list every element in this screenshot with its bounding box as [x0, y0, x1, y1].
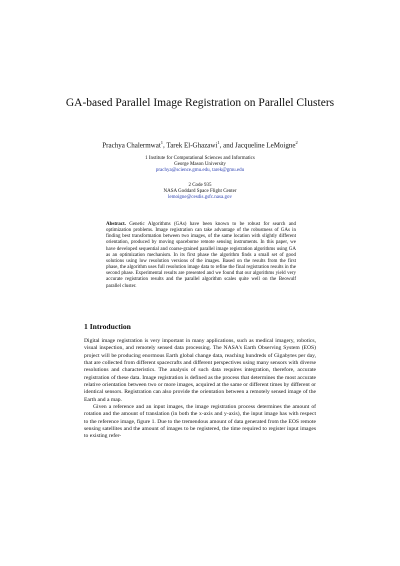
- author-name: Jacqueline LeMoigne: [235, 141, 296, 150]
- affiliation-2: [60, 183, 340, 202]
- body-paragraph: Given a reference and an input images, the image registration process determines the amount of rotation and the amount of translation (in both the x-axis and y-axis), the input image has with respect to the reference image, figure 1. Due to the tremendous amount of data generated from the EOS remote sensing satellites and the amount of images to be registered, the time required to register input images to existing refer-: [84, 404, 316, 440]
- affiliation-email-link[interactable]: prachya@science.gmu.edu, tarek@gmu.edu: [155, 168, 245, 174]
- author-name: Prachya Chalermwat: [102, 141, 161, 150]
- author-affiliation-mark: 1: [160, 140, 164, 145]
- author-name: Tarek El-Ghazawi: [166, 141, 218, 150]
- affiliation-1: [60, 156, 340, 175]
- author-affiliation-mark: 2: [295, 140, 298, 145]
- affiliation-line: NASA Goddard Space Flight Center: [163, 189, 237, 195]
- section-heading-introduction: 1 Introduction: [84, 322, 131, 331]
- author-line: [40, 138, 360, 150]
- introduction-body: [84, 338, 316, 441]
- author-affiliation-mark: 1: [217, 140, 220, 145]
- affiliation-line: 1 Institute for Computational Sciences and Informatics: [145, 156, 255, 161]
- abstract: [106, 222, 296, 290]
- abstract-text: Genetic Algorithms (GAs) have been known to be robust for search and optimization problems. Image registration can take advantage of the robustness of GAs in finding best transformation between two images, of the same location with slightly different orientation, produced by moving spaceborne remote sensing instruments. In this paper, we have developed sequential and coarse-grained parallel image registration algorithms using GA as an optimization mechanism. In its first phase the algorithm finds a small set of good solutions using low resolution versions of the images. Based on the results from the first phase, the algorithm uses full resolution image data to refine the final registration results in the second phase. Experimental results are presented and we found that our algorithms yield very accurate registration results and the parallel algorithm scales quite well on the Beowulf parallel cluster.: [106, 222, 297, 289]
- author-separator: ,: [163, 141, 167, 150]
- paper-title: GA-based Parallel Image Registration on Parallel Clusters: [65, 97, 335, 109]
- affiliation-email-link[interactable]: lemoigne@cesdis.gsfc.nasa.gov: [168, 195, 232, 201]
- body-paragraph: Digital image registration is very important in many applications, such as medical imagery, robotics, visual inspection, and remotely sensed data processing. The NASA's Earth Observing System (EOS) project will be producing enormous Earth global change data, reaching hundreds of Gigabytes per day, that are collected from different spacecrafts and different perspectives using many sensors with diverse resolutions and characteristics. The analysis of such data requires integration, therefore, accurate registration of these data. Image registration is defined as the process that determines the most accurate relative orientation between two or more images, acquired at the same or different times by different or identical sensors. Registration can also provide the orientation between a remotely sensed image of the Earth and a map.: [84, 338, 316, 403]
- affiliation-line: George Mason University: [174, 162, 226, 168]
- abstract-label: Abstract.: [106, 222, 126, 227]
- author-separator: , and: [219, 141, 236, 150]
- affiliation-line: 2 Code 935: [188, 183, 212, 188]
